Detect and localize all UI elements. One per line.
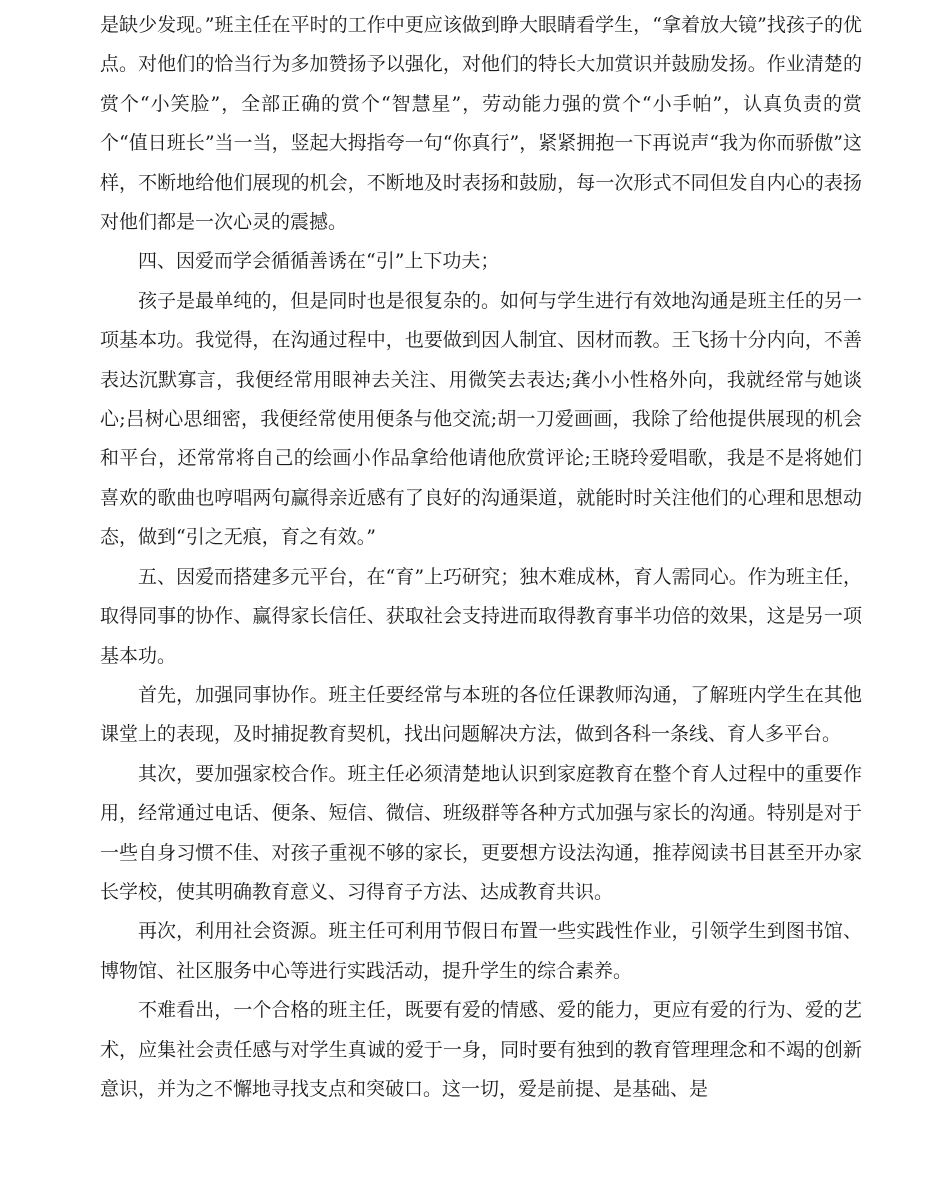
paragraph-home-school-cooperation: 其次，要加强家校合作。班主任必须清楚地认识到家庭教育在整个育人过程中的重要作用，经常通过电话、便条、短信、微信、班级群等各种方式加强与家长的沟通。特别是对于一些自身习惯不佳、对孩子重视不够的家长，更要想方设法沟通，推荐阅读书目甚至开办家长学校，使其明确教育意义、习得育子方法、达成教育共识。 (100, 762, 862, 903)
paragraph-communication: 孩子是最单纯的，但是同时也是很复杂的。如何与学生进行有效地沟通是班主任的另一项基本功。我觉得，在沟通过程中，也要做到因人制宜、因材而教。王飞扬十分内向，不善表达沉默寡言，我便经常用眼神去关注、用微笑去表达;龚小小性格外向，我就经常与她谈心;吕树心思细密，我便经常使用便条与他交流;胡一刀爱画画，我除了给他提供展现的机会和平台，还常常将自己的绘画小作品拿给他请他欣赏评论;王晓玲爱唱歌，我是不是将她们喜欢的歌曲也哼唱两句赢得亲近感有了良好的沟通渠道，就能时时关注他们的心理和思想动态，做到“引之无痕，育之有效。” (100, 289, 862, 549)
heading-section-five: 五、因爱而搭建多元平台，在“育”上巧研究；独木难成林，育人需同心。作为班主任，取得同事的协作、赢得家长信任、获取社会支持进而取得教育事半功倍的效果，这是另一项基本功。 (100, 565, 862, 667)
heading-section-four: 四、因爱而学会循循善诱在“引”上下功夫； (138, 250, 500, 273)
paragraph-conclusion: 不难看出，一个合格的班主任，既要有爱的情感、爱的能力，更应有爱的行为、爱的艺术，应集社会责任感与对学生真诚的爱于一身，同时要有独到的教育管理理念和不竭的创新意识，并为之不懈地寻找支点和突破口。这一切，爱是前提、是基础、是 (100, 999, 862, 1100)
paragraph-colleague-cooperation: 首先，加强同事协作。班主任要经常与本班的各位任课教师沟通，了解班内学生在其他课堂上的表现，及时捕捉教育契机，找出问题解决方法，做到各科一条线、育人多平台。 (100, 683, 862, 746)
paragraph-social-resources: 再次，利用社会资源。班主任可利用节假日布置一些实践性作业，引领学生到图书馆、博物馆、社区服务中心等进行实践活动，提升学生的综合素养。 (100, 920, 862, 982)
paragraph-praise-continued: 是缺少发现。”班主任在平时的工作中更应该做到睁大眼睛看学生，“拿着放大镜”找孩子的优点。对他们的恰当行为多加赞扬予以强化，对他们的特长大加赏识并鼓励发扬。作业清楚的赏个“小笑脸”，全部正确的赏个“智慧星”，劳动能力强的赏个“小手帕”，认真负责的赏个“值日班长”当一当，竖起大拇指夸一句“你真行”，紧紧拥抱一下再说声“我为你而骄傲”这样，不断地给他们展现的机会，不断地及时表扬和鼓励，每一次形式不同但发自内心的表扬对他们都是一次心灵的震撼。 (100, 14, 862, 234)
document-page (100, 6, 862, 1109)
